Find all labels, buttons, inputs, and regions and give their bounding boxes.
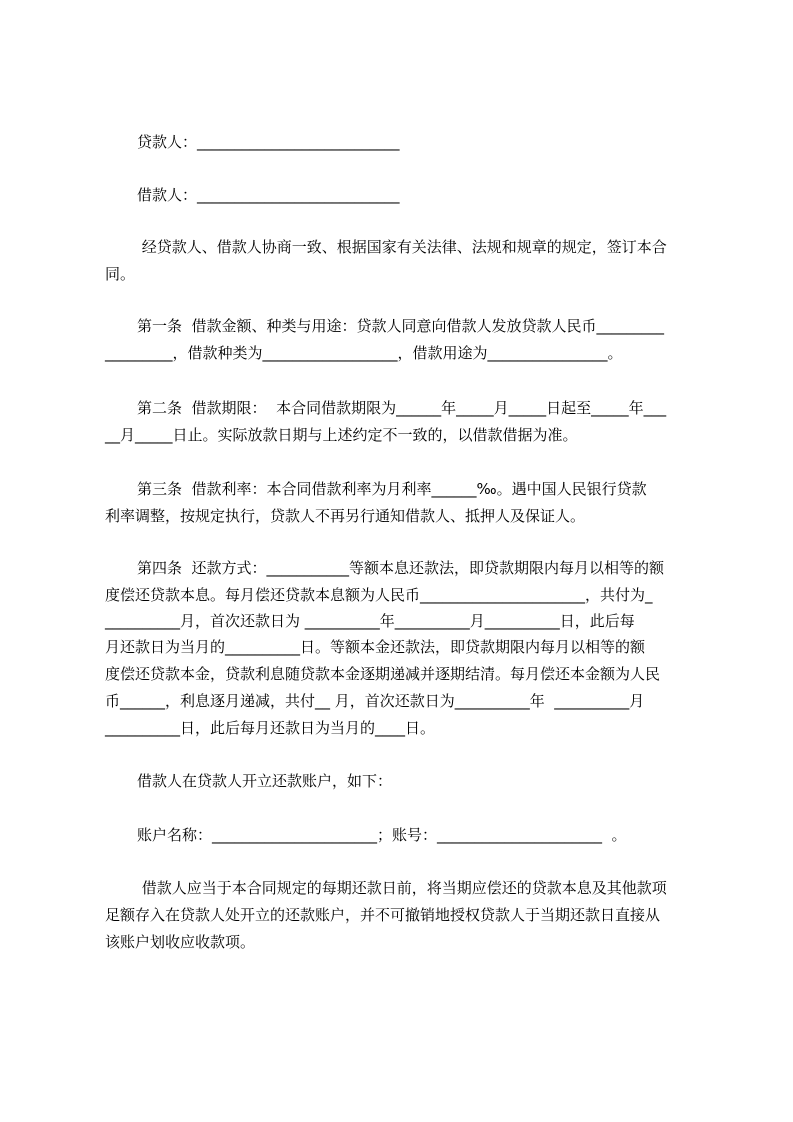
closing-line: 该账户划收应收款项。 — [105, 933, 256, 951]
lender-line: 贷款人：___________________________ — [137, 133, 400, 151]
article4-line: 第四条 还款方式：___________等额本息还款法，即贷款期限内每月以相等的额 — [137, 559, 665, 577]
borrower-line: 借款人：___________________________ — [137, 186, 400, 204]
article1-line: 第一条 借款金额、种类与用途：贷款人同意向借款人发放贷款人民币_________ — [137, 317, 665, 335]
article4-line: 度偿还贷款本金，贷款利息随贷款本金逐期递减并逐期结清。每月偿还本金额为人民 — [105, 665, 661, 683]
article1-line: _________，借款种类为__________________，借款用途为________________。 — [105, 344, 623, 362]
article4-line: __________月，首次还款日为 __________年__________月__________日，此后每 — [105, 612, 635, 630]
intro-line: 同。 — [105, 265, 136, 283]
account-line: 账户名称：______________________；账号：______________________ 。 — [137, 826, 627, 844]
closing-line: 借款人应当于本合同规定的每期还款日前，将当期应偿还的贷款本息及其他款项 — [137, 879, 667, 897]
article2-line: 第二条 借款期限： 本合同借款期限为______年_____月_____日起至_____年___ — [137, 399, 667, 417]
article4-line: 币______，利息逐月递减，共付__ 月，首次还款日为__________年 __________月 — [105, 692, 645, 710]
closing-line: 足额存入在贷款人处开立的还款账户，并不可撤销地授权贷款人于当期还款日直接从 — [105, 906, 661, 924]
intro-line: 经贷款人、借款人协商一致、根据国家有关法律、法规和规章的规定，签订本合 — [137, 238, 667, 256]
article4-line: 月还款日为当月的__________日。等额本金还款法，即贷款期限内每月以相等的额 — [105, 638, 646, 656]
article2-line: __月_____日止。实际放款日期与上述约定不一致的，以借款借据为准。 — [105, 426, 578, 444]
article3-line: 第三条 借款利率：本合同借款利率为月利率______‰。遇中国人民银行贷款 — [137, 480, 647, 498]
article4-line: 度偿还贷款本息。每月偿还贷款本息额为人民币______________________，共付为_ — [105, 586, 653, 604]
article3-line: 利率调整，按规定执行，贷款人不再另行通知借款人、抵押人及保证人。 — [105, 507, 586, 525]
article4-line: __________日，此后每月还款日为当月的____日。 — [105, 719, 436, 737]
repayment-account-intro: 借款人在贷款人开立还款账户，如下： — [137, 772, 393, 790]
